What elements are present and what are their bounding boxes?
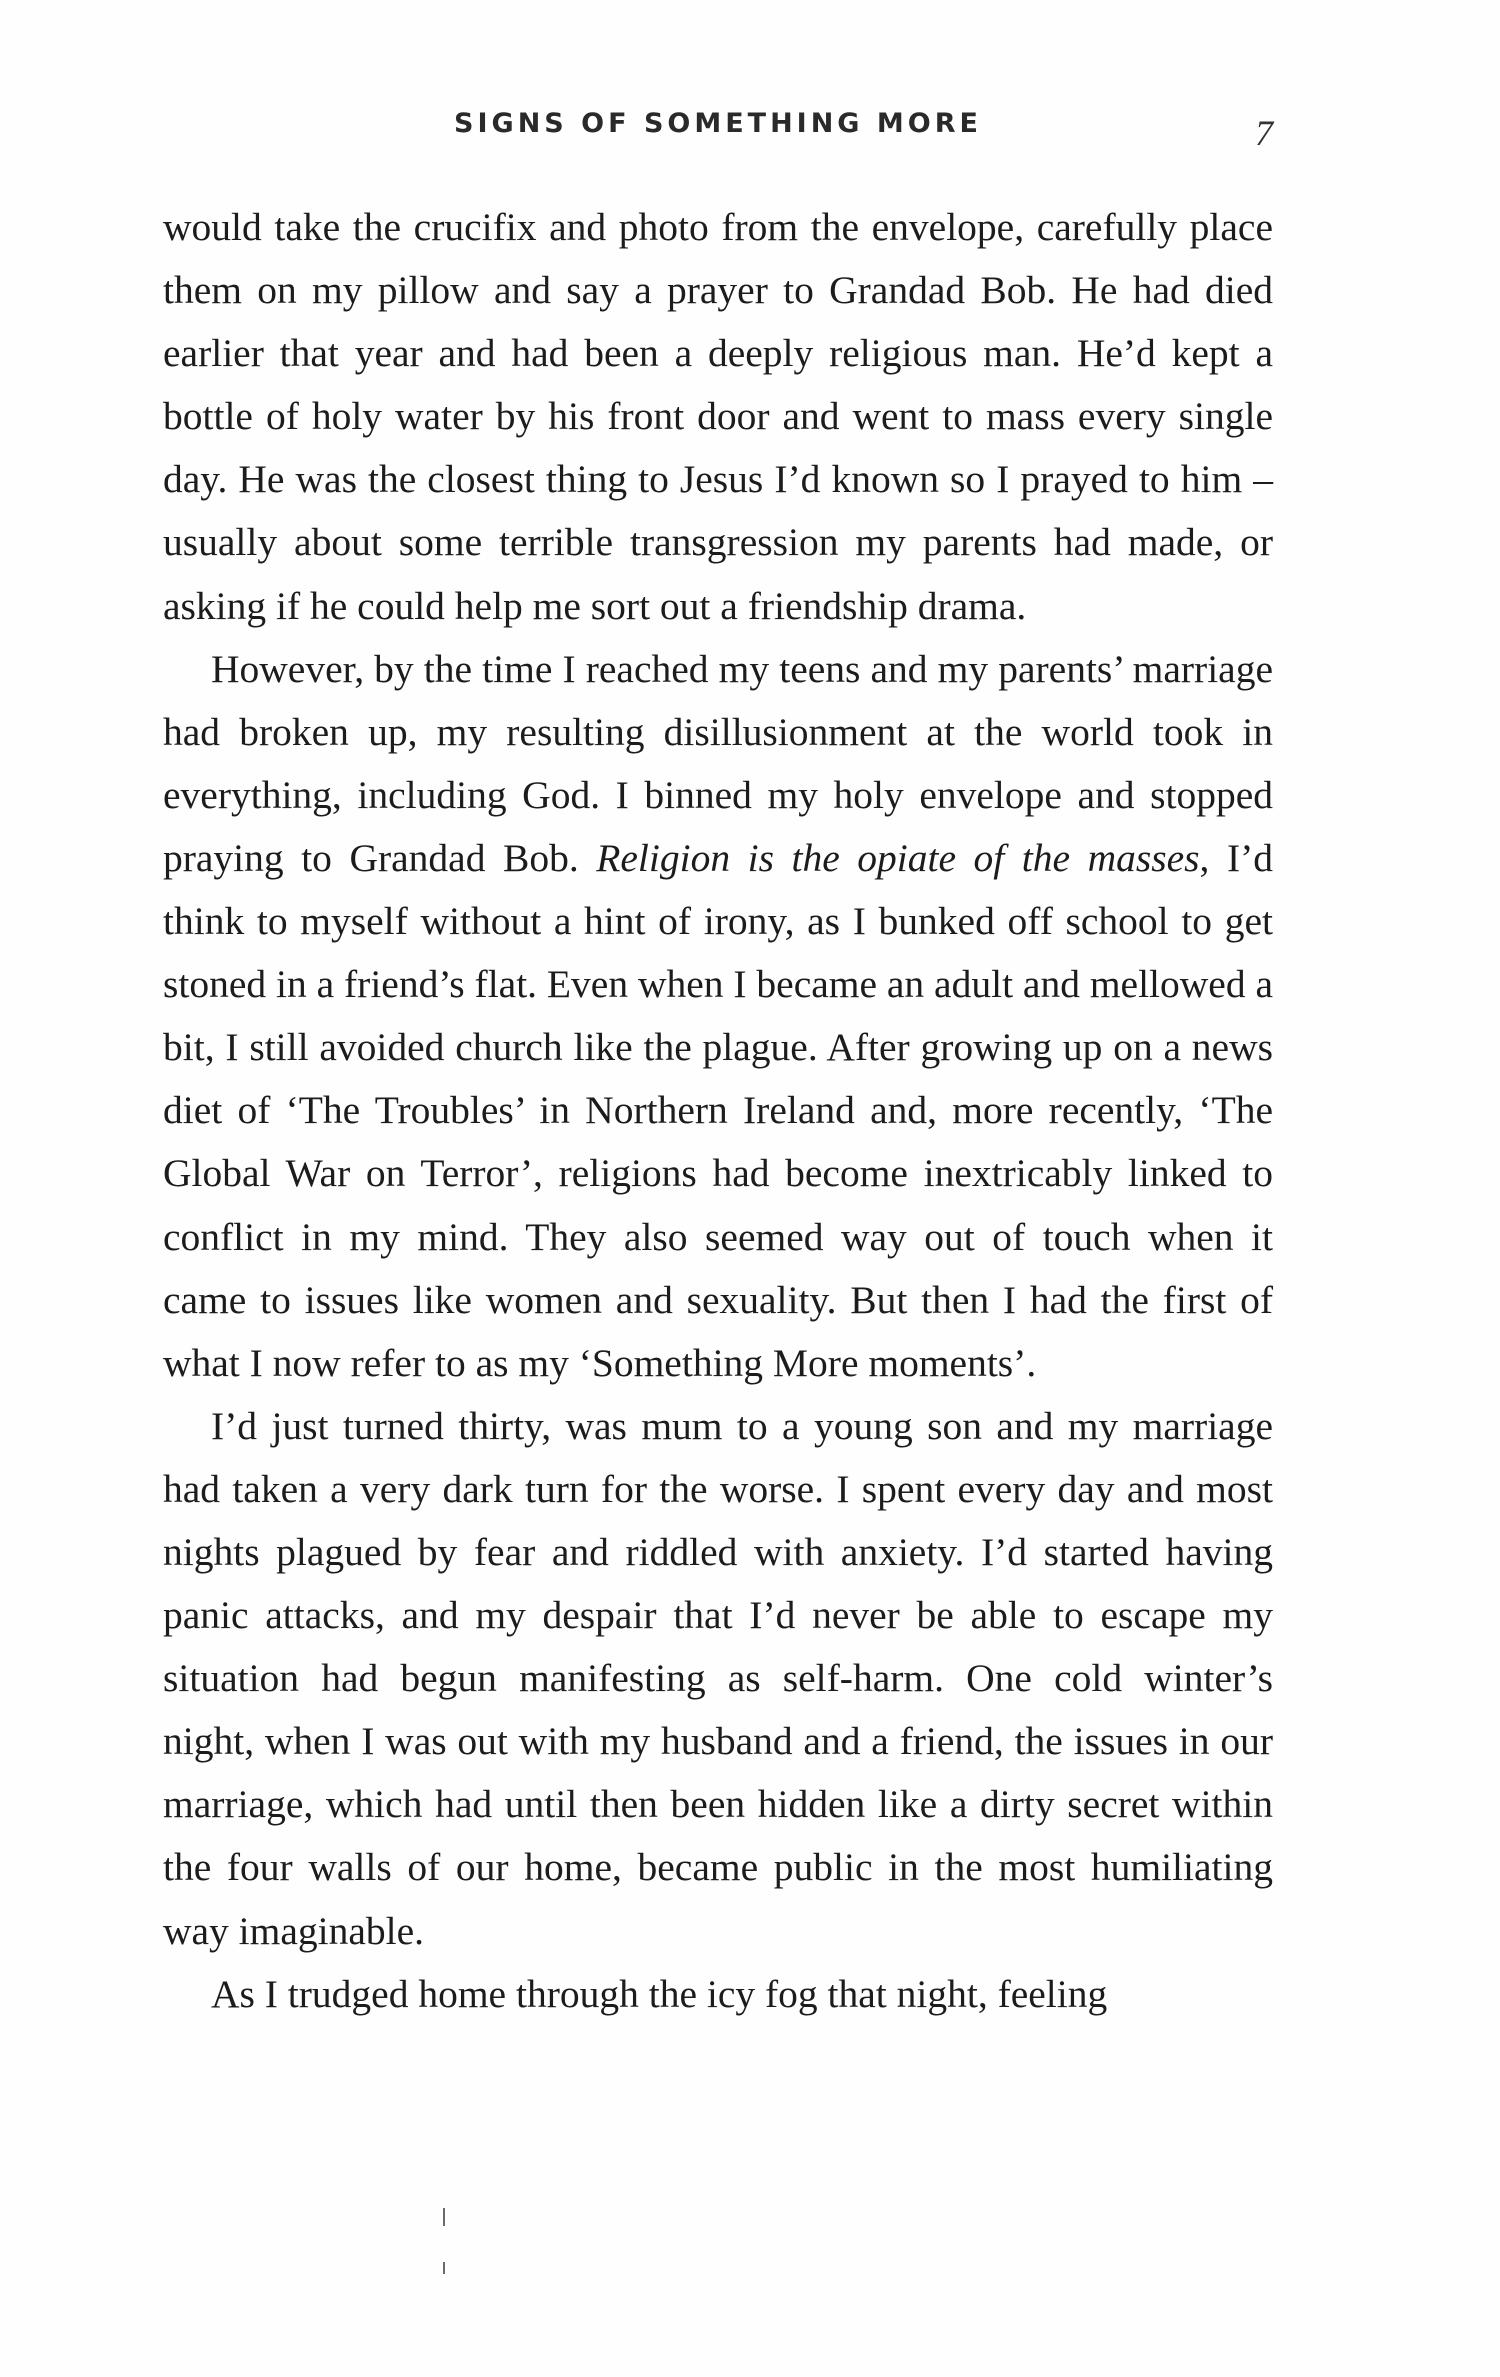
paragraph <box>163 1395 1273 1963</box>
paragraph <box>163 196 1273 638</box>
text-run: , I’d think to myself without a hint of irony, as I bunked off school to get stoned in a friend’s flat. Even when I became an adult and mellowed a bit, I still avoided church like the plague. After growing up on a news diet of ‘The Troubles’ in Northern Ireland and, more recently, ‘The Global War on Terror’, religions had become inextricably linked to conflict in my mind. They also seemed way out of touch when it came to issues like women and sexuality. But then I had the first of what I now refer to as my ‘Something More moments’. <box>163 835 1273 1385</box>
running-head <box>163 108 1273 158</box>
running-title: SIGNS OF SOMETHING MORE <box>454 108 982 139</box>
paragraph <box>163 638 1273 1395</box>
italic-phrase: Religion is the opiate of the masses <box>596 835 1200 880</box>
scan-mark <box>443 2208 445 2226</box>
text-run: would take the crucifix and photo from the envelope, carefully place them on my pillow and say a prayer to Grandad Bob. He had died earlier that year and had been a deeply religious man. He’d kept a bottle of holy water by his front door and went to mass every single day. He was the closest thing to Jesus I’d known so I prayed to him – usually about some terrible transgression my parents had made, or asking if he could help me sort out a friendship drama. <box>163 205 1273 628</box>
scan-mark <box>443 2262 445 2274</box>
text-run: However, by the time I reached my teens and my parents’ marriage had broken up, my resulting disillusionment at the world took in everything, including God. I binned my holy envelope and stopped praying to Grandad Bob. <box>163 646 1273 880</box>
body-text <box>163 196 1273 2026</box>
text-run: I’d just turned thirty, was mum to a young son and my marriage had taken a very dark turn for the worse. I spent every day and most nights plagued by fear and riddled with anxiety. I’d started having panic attacks, and my despair that I’d never be able to escape my situation had begun manifesting as self-harm. One cold winter’s night, when I was out with my husband and a friend, the issues in our marriage, which had until then been hidden like a dirty secret within the four walls of our home, became public in the most humiliating way imaginable. <box>163 1403 1273 1953</box>
page-number: 7 <box>1255 113 1273 153</box>
paragraph <box>163 1963 1273 2026</box>
text-run: As I trudged home through the icy fog that night, feeling <box>211 1971 1108 2016</box>
